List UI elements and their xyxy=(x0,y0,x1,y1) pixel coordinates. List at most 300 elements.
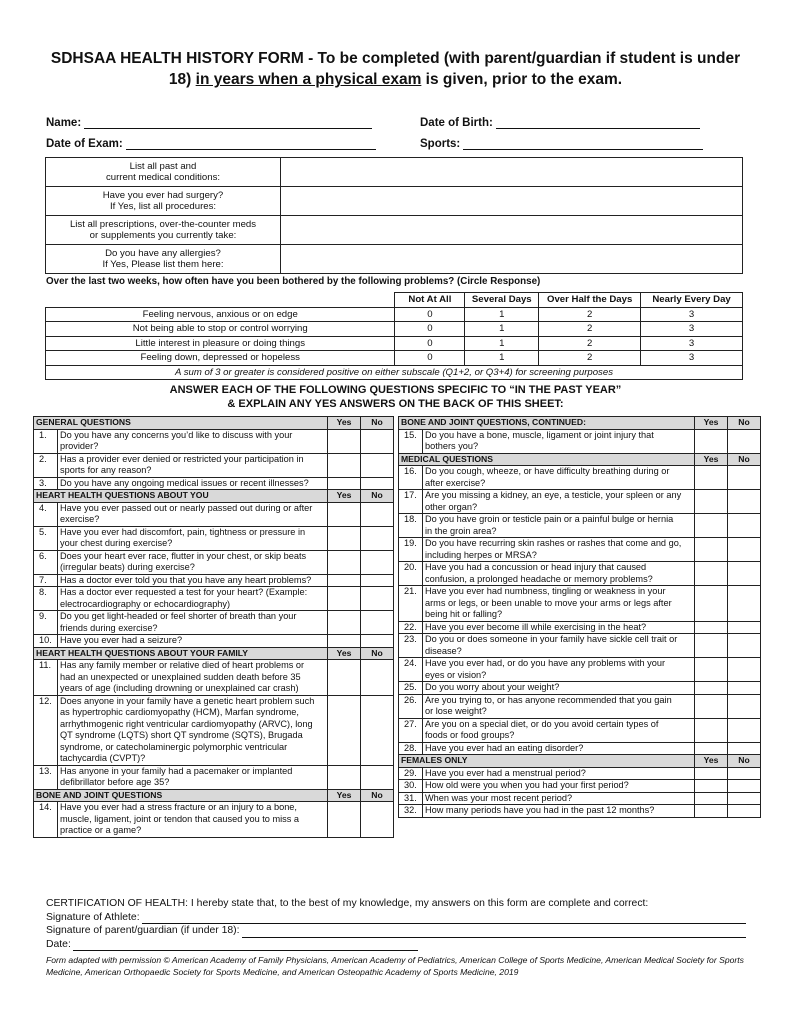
question-row xyxy=(399,586,761,622)
no-header: No xyxy=(361,490,394,503)
medical-question-line: Have you ever had surgery? xyxy=(102,189,224,201)
yes-checkbox[interactable] xyxy=(328,526,361,550)
question-line: Have you ever had numbness, tingling or weakness in your xyxy=(425,586,666,596)
phq-response[interactable]: 2 xyxy=(539,322,641,337)
no-checkbox[interactable] xyxy=(728,718,761,742)
section-header-row xyxy=(34,417,394,430)
no-checkbox[interactable] xyxy=(728,742,761,755)
question-line: had an unexpected or unexplained sudden death before 35 xyxy=(60,671,301,682)
question-line: Have you ever had an eating disorder? xyxy=(425,742,584,753)
no-checkbox[interactable] xyxy=(361,587,394,611)
phq-title: Over the last two weeks, how often have you been bothered by the following problems? (Circle Response) xyxy=(46,276,541,287)
question-number: 5. xyxy=(34,526,58,550)
no-checkbox[interactable] xyxy=(361,453,394,477)
yes-checkbox[interactable] xyxy=(695,621,728,634)
medical-question-line: current medical conditions: xyxy=(105,172,221,183)
question-row xyxy=(34,802,394,838)
phq-note: A sum of 3 or greater is considered positive on either subscale (Q1+2, or Q3+4) for screening purposes xyxy=(46,365,743,380)
phq-column-header: Over Half the Days xyxy=(539,293,641,308)
phq-response[interactable]: 1 xyxy=(465,322,539,337)
no-header: No xyxy=(728,755,761,768)
yes-checkbox[interactable] xyxy=(695,805,728,818)
date-row xyxy=(46,938,418,952)
medical-question xyxy=(46,216,281,245)
no-checkbox[interactable] xyxy=(361,660,394,696)
question-line: When was your most recent period? xyxy=(425,792,573,803)
question-number: 17. xyxy=(399,490,423,514)
question-line: friends during exercise? xyxy=(60,622,158,633)
question-text xyxy=(423,514,695,538)
question-row xyxy=(399,792,761,805)
question-line: Do you cough, wheeze, or have difficulty breathing during or xyxy=(425,466,670,476)
yes-checkbox[interactable] xyxy=(695,634,728,658)
question-number: 24. xyxy=(399,658,423,682)
question-row xyxy=(399,429,761,453)
no-checkbox[interactable] xyxy=(361,765,394,789)
medical-question-line: Do you have any allergies? xyxy=(105,247,221,259)
question-row xyxy=(399,490,761,514)
question-line: Do you have recurring skin rashes or rashes that come and go, xyxy=(425,538,682,548)
yes-header: Yes xyxy=(328,490,361,503)
phq-response[interactable]: 2 xyxy=(539,336,641,351)
question-line: electrocardiography or echocardiography) xyxy=(60,598,231,609)
left-questions-table xyxy=(33,416,394,838)
question-row xyxy=(399,682,761,695)
no-checkbox[interactable] xyxy=(728,514,761,538)
question-line: your chest during exercise? xyxy=(60,538,173,548)
question-number: 2. xyxy=(34,453,58,477)
question-line: Have you ever had a menstrual period? xyxy=(425,767,586,778)
section-title: FEMALES ONLY xyxy=(399,755,695,768)
phq-corner xyxy=(46,293,395,308)
question-row xyxy=(399,805,761,818)
question-line: including herpes or MRSA? xyxy=(425,549,537,560)
yes-checkbox[interactable] xyxy=(695,514,728,538)
question-row xyxy=(399,514,761,538)
no-checkbox[interactable] xyxy=(361,695,394,765)
section-title: HEART HEALTH QUESTIONS ABOUT YOUR FAMILY xyxy=(34,647,328,660)
section-header-row xyxy=(399,755,761,768)
question-text xyxy=(58,477,328,490)
yes-checkbox[interactable] xyxy=(328,587,361,611)
medical-answer-field[interactable] xyxy=(281,158,743,187)
question-line: Do you or does someone in your family have sickle cell trait or xyxy=(425,634,678,644)
exam-date-label: Date of Exam: xyxy=(46,138,123,150)
question-text xyxy=(58,526,328,550)
no-header: No xyxy=(728,417,761,430)
yes-checkbox[interactable] xyxy=(328,502,361,526)
phq-header-row xyxy=(46,293,743,308)
title-part2: in years when a physical exam xyxy=(195,71,422,88)
yes-checkbox[interactable] xyxy=(695,562,728,586)
yes-checkbox[interactable] xyxy=(328,765,361,789)
section-header-row xyxy=(399,453,761,466)
no-checkbox[interactable] xyxy=(728,682,761,695)
athlete-sig-row xyxy=(46,911,746,925)
section-header-row xyxy=(34,490,394,503)
question-line: other organ? xyxy=(425,501,478,512)
phq-row-label: Feeling nervous, anxious or on edge xyxy=(46,307,395,322)
certification xyxy=(46,897,746,951)
medical-answer-field[interactable] xyxy=(281,216,743,245)
no-checkbox[interactable] xyxy=(728,805,761,818)
no-checkbox[interactable] xyxy=(361,550,394,574)
question-number: 30. xyxy=(399,780,423,793)
yes-checkbox[interactable] xyxy=(695,429,728,453)
athlete-sig-label: Signature of Athlete: xyxy=(46,911,140,923)
question-text xyxy=(58,660,328,696)
question-line: arms or legs, or been unable to move your arms or legs after xyxy=(425,597,672,608)
section-title: BONE AND JOINT QUESTIONS, CONTINUED: xyxy=(399,417,695,430)
question-text xyxy=(58,429,328,453)
sports-row xyxy=(420,137,703,150)
question-number: 21. xyxy=(399,586,423,622)
question-text xyxy=(423,586,695,622)
no-checkbox[interactable] xyxy=(361,611,394,635)
question-line: Have you had a concussion or head injury that caused xyxy=(425,562,647,572)
yes-checkbox[interactable] xyxy=(328,802,361,838)
no-checkbox[interactable] xyxy=(728,780,761,793)
medical-row xyxy=(46,158,743,187)
phq-column-header: Nearly Every Day xyxy=(641,293,743,308)
phq-response[interactable]: 2 xyxy=(539,351,641,366)
question-line: or lose weight? xyxy=(425,706,487,716)
question-line: disease? xyxy=(425,645,462,656)
question-line: Are you on a special diet, or do you avoid certain types of xyxy=(425,718,659,729)
question-line: defibrillator before age 35? xyxy=(60,777,170,787)
question-row xyxy=(399,742,761,755)
phq-response[interactable]: 2 xyxy=(539,307,641,322)
medical-row xyxy=(46,187,743,216)
question-text xyxy=(423,634,695,658)
question-line: How many periods have you had in the past 12 months? xyxy=(425,805,655,815)
yes-header: Yes xyxy=(328,789,361,802)
question-row xyxy=(399,621,761,634)
question-number: 11. xyxy=(34,660,58,696)
question-line: Have you ever become ill while exercising in the heat? xyxy=(425,621,647,632)
question-line: Does anyone in your family have a genetic heart problem such xyxy=(60,695,315,706)
date-label: Date: xyxy=(46,938,71,950)
question-line: muscle, ligament, joint or tendon that caused you to miss a xyxy=(60,813,300,824)
question-row xyxy=(34,574,394,587)
question-row xyxy=(399,780,761,793)
yes-checkbox[interactable] xyxy=(695,658,728,682)
no-checkbox[interactable] xyxy=(361,802,394,838)
yes-checkbox[interactable] xyxy=(328,695,361,765)
no-checkbox[interactable] xyxy=(728,634,761,658)
yes-checkbox[interactable] xyxy=(695,780,728,793)
yes-header: Yes xyxy=(695,417,728,430)
question-line: provider? xyxy=(60,441,99,451)
question-line: Do you have groin or testicle pain or a painful bulge or hernia xyxy=(425,514,674,524)
question-line: Have you ever had, or do you have any problems with your xyxy=(425,658,666,668)
yes-checkbox[interactable] xyxy=(695,742,728,755)
medical-question xyxy=(46,158,281,187)
question-number: 14. xyxy=(34,802,58,838)
medical-question xyxy=(46,245,281,274)
question-line: Do you have any concerns you’d like to discuss with your xyxy=(60,429,293,440)
title-part3: is given, prior to the exam. xyxy=(421,71,623,88)
medical-question-line: If Yes, Please list them here: xyxy=(102,259,224,270)
phq-response[interactable]: 1 xyxy=(465,351,539,366)
form-title xyxy=(40,48,751,90)
phq-response[interactable]: 0 xyxy=(395,336,465,351)
cert-statement: CERTIFICATION OF HEALTH: I hereby state that, to the best of my knowledge, my answers on this form are complete and correct: xyxy=(46,898,649,909)
question-line: Have you ever had a stress fracture or an injury to a bone, xyxy=(60,802,297,812)
question-row xyxy=(34,765,394,789)
no-checkbox[interactable] xyxy=(361,635,394,648)
phq-row xyxy=(46,351,743,366)
question-number: 19. xyxy=(399,538,423,562)
phq-row xyxy=(46,336,743,351)
question-text xyxy=(423,780,695,793)
question-text xyxy=(423,718,695,742)
yes-checkbox[interactable] xyxy=(328,453,361,477)
question-line: Has a doctor ever told you that you have any heart problems? xyxy=(60,574,312,585)
medical-answer-field[interactable] xyxy=(281,245,743,274)
phq-response[interactable]: 0 xyxy=(395,322,465,337)
question-line: years of age (including drowning or unexplained car crash) xyxy=(60,683,299,693)
question-row xyxy=(34,635,394,648)
question-line: Do you worry about your weight? xyxy=(425,682,560,692)
no-checkbox[interactable] xyxy=(728,562,761,586)
yes-header: Yes xyxy=(695,755,728,768)
question-row xyxy=(399,718,761,742)
yes-checkbox[interactable] xyxy=(695,586,728,622)
date-field[interactable] xyxy=(73,940,418,951)
section-header-row xyxy=(399,417,761,430)
phq-row-label: Not being able to stop or control worrying xyxy=(46,322,395,337)
section-header-row xyxy=(34,789,394,802)
phq-column-header: Not At All xyxy=(395,293,465,308)
yes-checkbox[interactable] xyxy=(695,466,728,490)
name-row xyxy=(46,116,372,129)
question-row xyxy=(399,562,761,586)
medical-question-line: List all prescriptions, over-the-counter meds xyxy=(69,218,257,230)
question-row xyxy=(399,767,761,780)
yes-checkbox[interactable] xyxy=(695,538,728,562)
question-text xyxy=(423,792,695,805)
yes-checkbox[interactable] xyxy=(328,477,361,490)
exam-date-field[interactable] xyxy=(126,137,376,150)
question-number: 20. xyxy=(399,562,423,586)
medical-question-line: If Yes, list all procedures: xyxy=(109,201,217,212)
parent-sig-label: Signature of parent/guardian (if under 18): xyxy=(46,925,240,936)
question-line: Do you have a bone, muscle, ligament or joint injury that xyxy=(425,429,654,440)
phq-response[interactable]: 1 xyxy=(465,336,539,351)
yes-header: Yes xyxy=(695,453,728,466)
question-number: 18. xyxy=(399,514,423,538)
question-number: 13. xyxy=(34,765,58,789)
no-checkbox[interactable] xyxy=(361,526,394,550)
question-number: 28. xyxy=(399,742,423,755)
no-checkbox[interactable] xyxy=(728,490,761,514)
question-number: 22. xyxy=(399,621,423,634)
dob-field[interactable] xyxy=(496,116,700,129)
no-checkbox[interactable] xyxy=(728,658,761,682)
question-line: Are you missing a kidney, an eye, a testicle, your spleen or any xyxy=(425,490,682,500)
footnote: Form adapted with permission © American Academy of Family Physicians, American Academy of Pediatrics, American College of Sports Medicine, American Medical Society for Sports Medicine, American Orthopaedic Society for Sports Medicine, and American Osteopathic Academy of Sports Medicine, 2019 xyxy=(46,955,744,977)
question-text xyxy=(58,802,328,838)
question-text xyxy=(423,466,695,490)
question-number: 6. xyxy=(34,550,58,574)
question-line: bothers you? xyxy=(425,441,479,451)
yes-checkbox[interactable] xyxy=(695,718,728,742)
yes-checkbox[interactable] xyxy=(695,792,728,805)
question-line: Have you ever had discomfort, pain, tightness or pressure in xyxy=(60,526,306,537)
question-line: in the groin area? xyxy=(425,525,497,536)
question-line: Does your heart ever race, flutter in your chest, or skip beats xyxy=(60,550,307,561)
question-number: 8. xyxy=(34,587,58,611)
sports-label: Sports: xyxy=(420,138,461,150)
phq-response[interactable]: 3 xyxy=(641,322,743,337)
phq-response[interactable]: 3 xyxy=(641,307,743,322)
no-checkbox[interactable] xyxy=(728,694,761,718)
question-text xyxy=(423,562,695,586)
phq-row xyxy=(46,307,743,322)
question-text xyxy=(58,453,328,477)
yes-checkbox[interactable] xyxy=(695,682,728,695)
question-line: arrhythmogenic right ventricular cardiomyopathy (ARVC), long xyxy=(60,718,313,729)
question-row xyxy=(399,694,761,718)
dob-row xyxy=(420,116,700,129)
question-row xyxy=(34,453,394,477)
section-title: BONE AND JOINT QUESTIONS xyxy=(34,789,328,802)
question-line: practice or a game? xyxy=(60,825,142,835)
no-header: No xyxy=(361,647,394,660)
question-number: 29. xyxy=(399,767,423,780)
question-number: 12. xyxy=(34,695,58,765)
no-checkbox[interactable] xyxy=(728,466,761,490)
no-checkbox[interactable] xyxy=(728,621,761,634)
phq-row xyxy=(46,322,743,337)
question-text xyxy=(423,805,695,818)
question-line: tachycardia (CVPT)? xyxy=(60,753,146,763)
phq-note-row xyxy=(46,365,743,380)
sports-field[interactable] xyxy=(463,137,703,150)
question-row xyxy=(34,660,394,696)
yes-checkbox[interactable] xyxy=(328,429,361,453)
question-number: 3. xyxy=(34,477,58,490)
answer-line-2: & EXPLAIN ANY YES ANSWERS ON THE BACK OF THIS SHEET: xyxy=(227,398,564,410)
no-checkbox[interactable] xyxy=(728,538,761,562)
question-line: Do you get light-headed or feel shorter of breath than your xyxy=(60,611,297,621)
yes-checkbox[interactable] xyxy=(695,490,728,514)
no-checkbox[interactable] xyxy=(728,586,761,622)
question-number: 9. xyxy=(34,611,58,635)
question-row xyxy=(399,466,761,490)
right-questions-table xyxy=(398,416,761,818)
phq-response[interactable]: 1 xyxy=(465,307,539,322)
question-number: 31. xyxy=(399,792,423,805)
yes-checkbox[interactable] xyxy=(695,767,728,780)
question-number: 4. xyxy=(34,502,58,526)
yes-checkbox[interactable] xyxy=(328,611,361,635)
dob-label: Date of Birth: xyxy=(420,117,493,129)
question-text xyxy=(58,695,328,765)
section-title: HEART HEALTH QUESTIONS ABOUT YOU xyxy=(34,490,328,503)
question-line: Has any family member or relative died of heart problems or xyxy=(60,660,305,670)
question-row xyxy=(34,429,394,453)
name-field[interactable] xyxy=(84,116,372,129)
question-text xyxy=(58,587,328,611)
question-line: Has a provider ever denied or restricted your participation in xyxy=(60,453,304,464)
question-line: Do you have any ongoing medical issues or recent illnesses? xyxy=(60,477,309,488)
title-part1: SDHSAA HEALTH HISTORY FORM - To be completed (with parent/guardian if student is under 18) xyxy=(50,50,741,88)
parent-sig-row xyxy=(46,924,746,938)
question-line: eyes or vision? xyxy=(425,669,487,680)
no-checkbox[interactable] xyxy=(728,429,761,453)
question-row xyxy=(34,587,394,611)
yes-checkbox[interactable] xyxy=(328,635,361,648)
question-text xyxy=(58,574,328,587)
question-number: 7. xyxy=(34,574,58,587)
question-number: 15. xyxy=(399,429,423,453)
question-line: syndrome, or catecholaminergic polymorphic ventricular xyxy=(60,741,288,752)
answer-instructions xyxy=(40,383,751,411)
question-line: sports for any reason? xyxy=(60,465,152,475)
question-line: confusion, a prolonged headache or memory problems? xyxy=(425,573,653,584)
medical-answer-field[interactable] xyxy=(281,187,743,216)
question-text xyxy=(423,742,695,755)
question-line: being hit or falling? xyxy=(425,609,503,619)
phq-row-label: Little interest in pleasure or doing things xyxy=(46,336,395,351)
question-number: 23. xyxy=(399,634,423,658)
phq-response[interactable]: 3 xyxy=(641,336,743,351)
yes-checkbox[interactable] xyxy=(328,550,361,574)
no-checkbox[interactable] xyxy=(361,477,394,490)
question-line: Are you trying to, or has anyone recommended that you gain xyxy=(425,694,672,705)
question-row xyxy=(34,477,394,490)
question-line: Has anyone in your family had a pacemaker or implanted xyxy=(60,765,293,776)
phq-table xyxy=(45,292,743,380)
no-checkbox[interactable] xyxy=(361,574,394,587)
question-line: exercise? xyxy=(60,514,100,524)
question-text xyxy=(58,611,328,635)
phq-response[interactable]: 0 xyxy=(395,351,465,366)
athlete-signature-field[interactable] xyxy=(142,913,746,924)
no-checkbox[interactable] xyxy=(728,792,761,805)
no-checkbox[interactable] xyxy=(361,429,394,453)
section-title: MEDICAL QUESTIONS xyxy=(399,453,695,466)
question-line: (irregular beats) during exercise? xyxy=(60,562,195,572)
question-row xyxy=(34,550,394,574)
question-row xyxy=(34,611,394,635)
phq-response[interactable]: 3 xyxy=(641,351,743,366)
yes-checkbox[interactable] xyxy=(695,694,728,718)
yes-header: Yes xyxy=(328,647,361,660)
parent-signature-field[interactable] xyxy=(242,927,746,938)
medical-question-line: or supplements you currently take: xyxy=(89,230,237,241)
yes-checkbox[interactable] xyxy=(328,574,361,587)
question-line: Have you ever passed out or nearly passed out during or after xyxy=(60,502,313,513)
medical-row xyxy=(46,245,743,274)
question-text xyxy=(423,682,695,695)
medical-question xyxy=(46,187,281,216)
no-checkbox[interactable] xyxy=(728,767,761,780)
phq-response[interactable]: 0 xyxy=(395,307,465,322)
question-text xyxy=(423,767,695,780)
no-header: No xyxy=(728,453,761,466)
question-number: 26. xyxy=(399,694,423,718)
exam-date-row xyxy=(46,137,376,150)
question-line: QT syndrome (LQTS) short QT syndrome (SQTS), Brugada xyxy=(60,730,303,740)
yes-checkbox[interactable] xyxy=(328,660,361,696)
no-checkbox[interactable] xyxy=(361,502,394,526)
question-row xyxy=(399,634,761,658)
no-header: No xyxy=(361,417,394,430)
question-text xyxy=(58,550,328,574)
